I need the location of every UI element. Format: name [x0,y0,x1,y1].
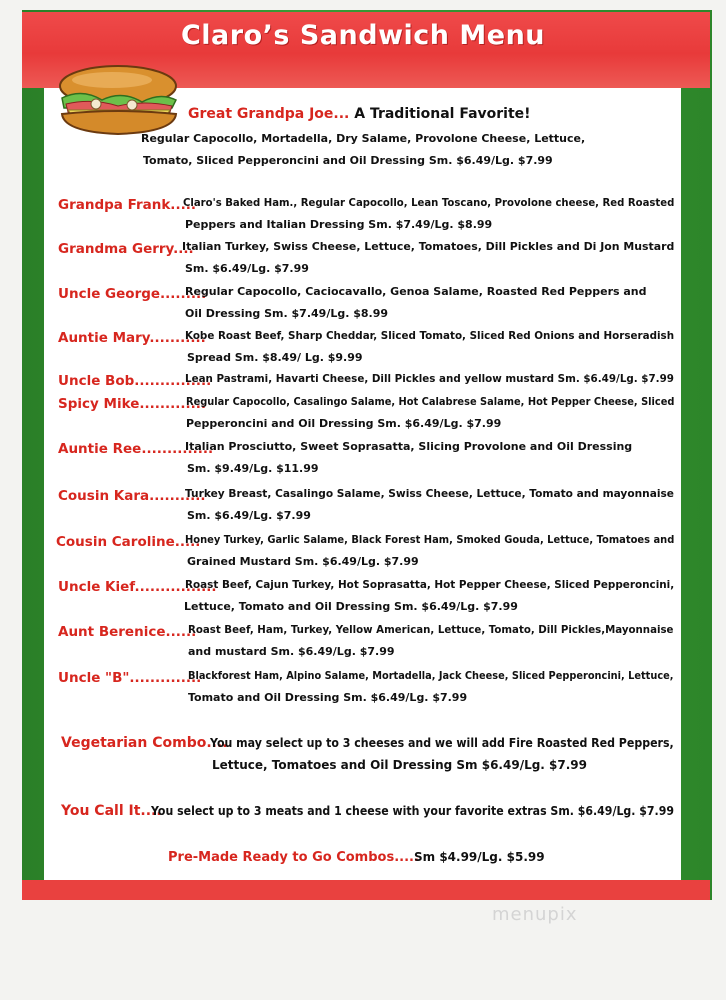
page-title: Claro’s Sandwich Menu [180,20,546,51]
footer-band [22,880,710,900]
menu-item-name: Cousin Kara........... [58,488,206,504]
menu-item-name: Uncle Kief................ [58,579,217,595]
menu-item-name: Grandma Gerry.... [58,241,194,257]
menu-item-line1: Roast Beef, Cajun Turkey, Hot Soprasatta, Hot Pepper Cheese, Sliced Pepperoncini, [185,578,675,591]
menu-item-line2: Pepperoncini and Oil Dressing Sm. $6.49/Lg. $7.99 [186,417,502,430]
menu-item-name: Aunt Berenice...... [58,624,197,640]
watermark: menupix [492,904,578,925]
menu-item-line2: Tomato and Oil Dressing Sm. $6.49/Lg. $7.99 [188,691,468,704]
menu-item-line1: Kobe Roast Beef, Sharp Cheddar, Sliced Tomato, Sliced Red Onions and Horseradish [185,329,675,342]
menu-item-line1: Italian Prosciutto, Sweet Soprasatta, Slicing Provolone and Oil Dressing [185,440,633,453]
vegetarian-line1: You may select up to 3 cheeses and we will add Fire Roasted Red Peppers, [210,736,674,750]
menu-item-line1: Regular Capocollo, Casalingo Salame, Hot Calabrese Salame, Hot Pepper Cheese, Sliced [186,395,675,408]
vegetarian-line2: Lettuce, Tomatoes and Oil Dressing Sm $6.49/Lg. $7.99 [212,758,587,772]
featured-line1: Regular Capocollo, Mortadella, Dry Salame, Provolone Cheese, Lettuce, [141,132,586,145]
menu-item-name: Auntie Ree.............. [58,441,214,457]
menu-item-name: Auntie Mary........... [58,330,206,346]
menu-item-line1: Italian Turkey, Swiss Cheese, Lettuce, Tomatoes, Dill Pickles and Di Jon Mustard [182,240,675,253]
featured-item [188,106,531,122]
featured-tag: A Traditional Favorite! [354,106,531,122]
menu-item-name: Uncle "B".............. [58,670,202,686]
menu-item-line2: Peppers and Italian Dressing Sm. $7.49/Lg. $8.99 [185,218,493,231]
menu-item-line1: Claro's Baked Ham., Regular Capocollo, Lean Toscano, Provolone cheese, Red Roasted [183,196,675,209]
menu-item-line2: Lettuce, Tomato and Oil Dressing Sm. $6.49/Lg. $7.99 [184,600,518,613]
menu-item-line2: Spread Sm. $8.49/ Lg. $9.99 [187,351,363,364]
menu-item-line2: Grained Mustard Sm. $6.49/Lg. $7.99 [187,555,419,568]
menu-item-line1: Honey Turkey, Garlic Salame, Black Forest Ham, Smoked Gouda, Lettuce, Tomatoes and [185,533,675,546]
menu-item-name: Uncle Bob............... [58,373,212,389]
menu-item-line1: Blackforest Ham, Alpino Salame, Mortadella, Jack Cheese, Sliced Pepperoncini, Lettuce, [188,669,674,682]
menu-item-name: Cousin Caroline..... [56,534,201,550]
menu-item-line2: Sm. $6.49/Lg. $7.99 [185,262,309,275]
menu-item-line1: Turkey Breast, Casalingo Salame, Swiss Cheese, Lettuce, Tomato and mayonnaise [185,487,674,500]
menu-item-name: Grandpa Frank..... [58,197,196,213]
menu-item-line2: and mustard Sm. $6.49/Lg. $7.99 [188,645,395,658]
menu-item-line2: Oil Dressing Sm. $7.49/Lg. $8.99 [185,307,389,320]
menu-item-line1: Lean Pastrami, Havarti Cheese, Dill Pickles and yellow mustard Sm. $6.49/Lg. $7.99 [185,372,674,385]
featured-line2: Tomato, Sliced Pepperoncini and Oil Dressing Sm. $6.49/Lg. $7.99 [143,154,553,167]
featured-name: Great Grandpa Joe... [188,106,350,122]
you-call-it-line1: You select up to 3 meats and 1 cheese with your favorite extras Sm. $6.49/Lg. $7.99 [151,804,674,818]
you-call-it-name: You Call It.... [61,803,162,819]
menu-item-line2: Sm. $6.49/Lg. $7.99 [187,509,311,522]
menu-item-line2: Sm. $9.49/Lg. $11.99 [187,462,319,475]
menu-item-line1: Roast Beef, Ham, Turkey, Yellow American, Lettuce, Tomato, Dill Pickles,Mayonnaise [188,623,674,636]
premade-price: Sm $4.99/Lg. $5.99 [414,850,545,864]
vegetarian-name: Vegetarian Combo.... [61,735,228,751]
menu-item-name: Uncle George......... [58,286,207,302]
menu-item-name: Spicy Mike............. [58,396,207,412]
premade-name: Pre-Made Ready to Go Combos..... [168,850,419,865]
menu-item-line1: Regular Capocollo, Caciocavallo, Genoa Salame, Roasted Red Peppers and [185,285,647,298]
